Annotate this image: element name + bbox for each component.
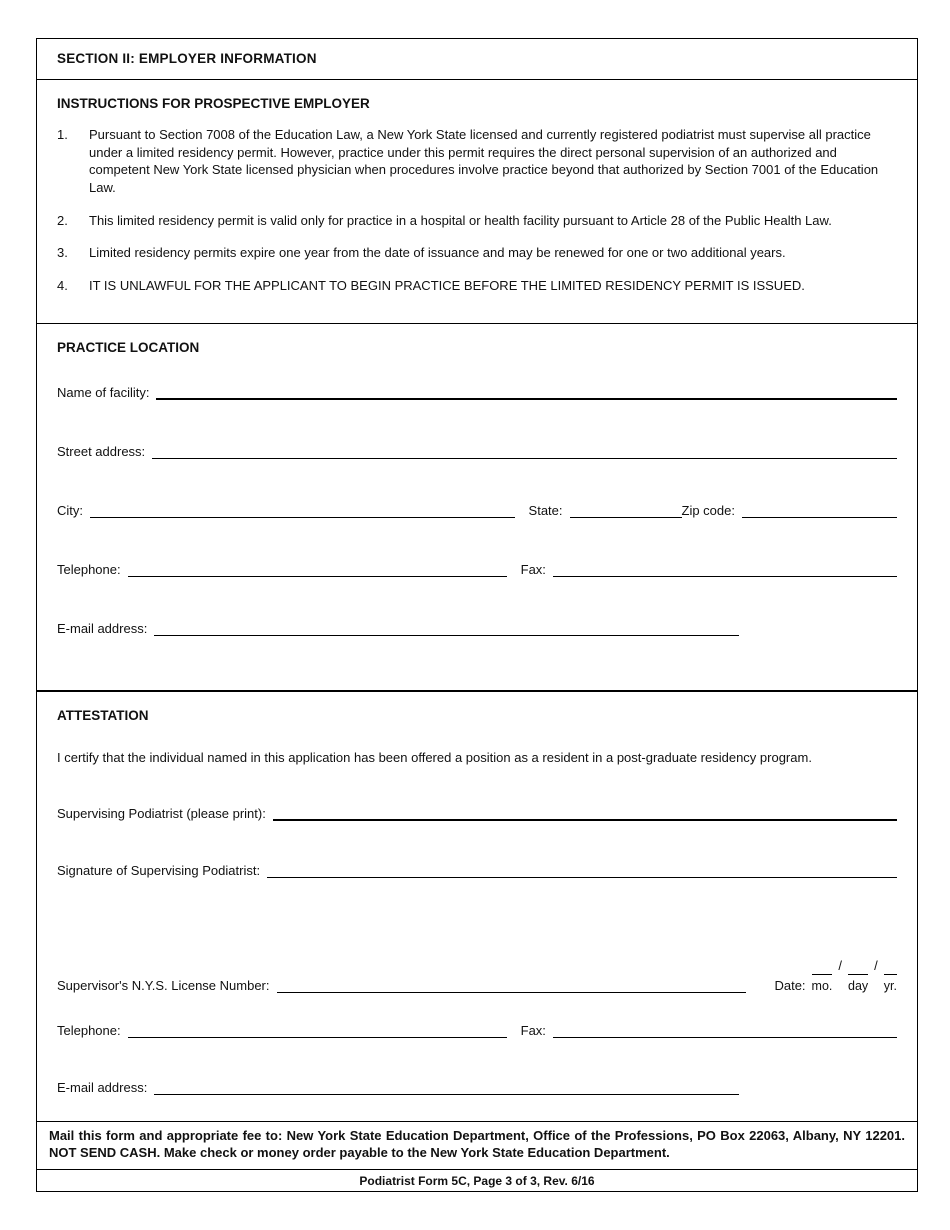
mailing-instructions: Mail this form and appropriate fee to: New York State Education Department, Office of the Professions, PO Box 22063, Albany, NY 12201. NOT SEND CASH. Make check or money order payable to the New York State Education Department.	[37, 1121, 917, 1169]
signature-row	[57, 863, 897, 878]
email-row	[57, 621, 897, 636]
date-separator: /	[838, 958, 843, 974]
attestation-email-row	[57, 1080, 897, 1095]
supervising-podiatrist-row	[57, 806, 897, 821]
state-label: State:	[528, 502, 563, 518]
attestation-telephone-label: Telephone:	[57, 1023, 121, 1039]
telephone-fax-row	[57, 562, 897, 577]
license-date-row	[57, 920, 897, 993]
city-label: City:	[57, 502, 83, 518]
instruction-text: Limited residency permits expire one year from the date of issuance and may be renewed for one or two additional years.	[89, 245, 786, 261]
facility-row	[57, 385, 897, 400]
date-separator: /	[874, 958, 878, 974]
instruction-item-1	[57, 126, 897, 197]
attestation-telephone-fax-row	[57, 1023, 897, 1038]
license-number-input-line[interactable]	[277, 979, 747, 993]
date-month-input-line[interactable]	[812, 920, 833, 975]
date-month-column	[812, 920, 833, 993]
date-group	[760, 920, 897, 993]
instruction-number: 3.	[57, 245, 68, 261]
facility-input-line[interactable]	[156, 386, 897, 400]
attestation-title: ATTESTATION	[57, 707, 149, 723]
street-row	[57, 444, 897, 459]
practice-location-title: PRACTICE LOCATION	[57, 339, 200, 355]
facility-label: Name of facility:	[57, 384, 150, 400]
fax-input-line[interactable]	[553, 563, 897, 577]
date-year-column	[884, 920, 897, 993]
street-input-line[interactable]	[152, 445, 897, 459]
instruction-number: 2.	[57, 212, 68, 228]
street-label: Street address:	[57, 443, 146, 459]
supervising-podiatrist-input-line[interactable]	[273, 807, 897, 821]
city-input-line[interactable]	[90, 504, 515, 518]
license-number-label: Supervisor's N.Y.S. License Number:	[57, 978, 270, 994]
attestation-fax-input-line[interactable]	[553, 1024, 897, 1038]
section-2-title: SECTION II: EMPLOYER INFORMATION	[57, 51, 317, 66]
signature-label: Signature of Supervising Podiatrist:	[57, 863, 261, 879]
day-sublabel: day	[848, 979, 869, 994]
date-year-input-line[interactable]	[884, 920, 897, 975]
instructions-section	[37, 79, 917, 323]
supervising-podiatrist-label: Supervising Podiatrist (please print):	[57, 806, 266, 822]
state-input-line[interactable]	[570, 504, 682, 518]
section-2-header	[37, 39, 917, 79]
instruction-item-3	[57, 244, 897, 262]
attestation-email-label: E-mail address:	[57, 1080, 148, 1096]
month-sublabel: mo.	[811, 979, 833, 994]
telephone-label: Telephone:	[57, 561, 121, 577]
certification-statement: I certify that the individual named in this application has been offered a position as a resident in a post-graduate residency program.	[57, 749, 812, 765]
date-label: Date:	[774, 978, 806, 994]
attestation-section	[37, 690, 917, 1121]
city-state-zip-row	[57, 503, 897, 518]
email-input-line[interactable]	[154, 622, 739, 636]
instruction-text: Pursuant to Section 7008 of the Education Law, a New York State licensed and currently registered podiatrist must supervise all practice under a limited residency permit. However, practice under this permit requires the direct personal supervision of an authorized and competent New York State licensed physician when procedures involve practice beyond that authorized by Section 7001 of the Education Law.	[89, 126, 879, 195]
instruction-number: 4.	[57, 277, 68, 293]
instruction-text: This limited residency permit is valid only for practice in a hospital or health facility pursuant to Article 28 of the Public Health Law.	[89, 212, 832, 228]
instruction-item-4	[57, 277, 897, 295]
form-id-strip: Podiatrist Form 5C, Page 3 of 3, Rev. 6/16	[37, 1169, 917, 1191]
date-day-input-line[interactable]	[848, 920, 868, 975]
instruction-text: IT IS UNLAWFUL FOR THE APPLICANT TO BEGIN PRACTICE BEFORE THE LIMITED RESIDENCY PERMIT IS ISSUED.	[89, 277, 805, 293]
fax-label: Fax:	[520, 561, 546, 577]
email-label: E-mail address:	[57, 620, 148, 636]
attestation-telephone-input-line[interactable]	[128, 1024, 507, 1038]
instruction-item-2	[57, 212, 897, 230]
practice-location-section	[37, 323, 917, 690]
telephone-input-line[interactable]	[128, 563, 507, 577]
zip-input-line[interactable]	[742, 504, 897, 518]
year-sublabel: yr.	[883, 979, 897, 994]
date-day-column	[848, 920, 868, 993]
zip-label: Zip code:	[681, 502, 735, 518]
attestation-email-input-line[interactable]	[154, 1081, 739, 1095]
attestation-fax-label: Fax:	[520, 1023, 546, 1039]
instruction-number: 1.	[57, 126, 68, 142]
instructions-title: INSTRUCTIONS FOR PROSPECTIVE EMPLOYER	[57, 95, 370, 111]
signature-input-line[interactable]	[267, 864, 897, 878]
form-outer-box	[36, 38, 918, 1192]
